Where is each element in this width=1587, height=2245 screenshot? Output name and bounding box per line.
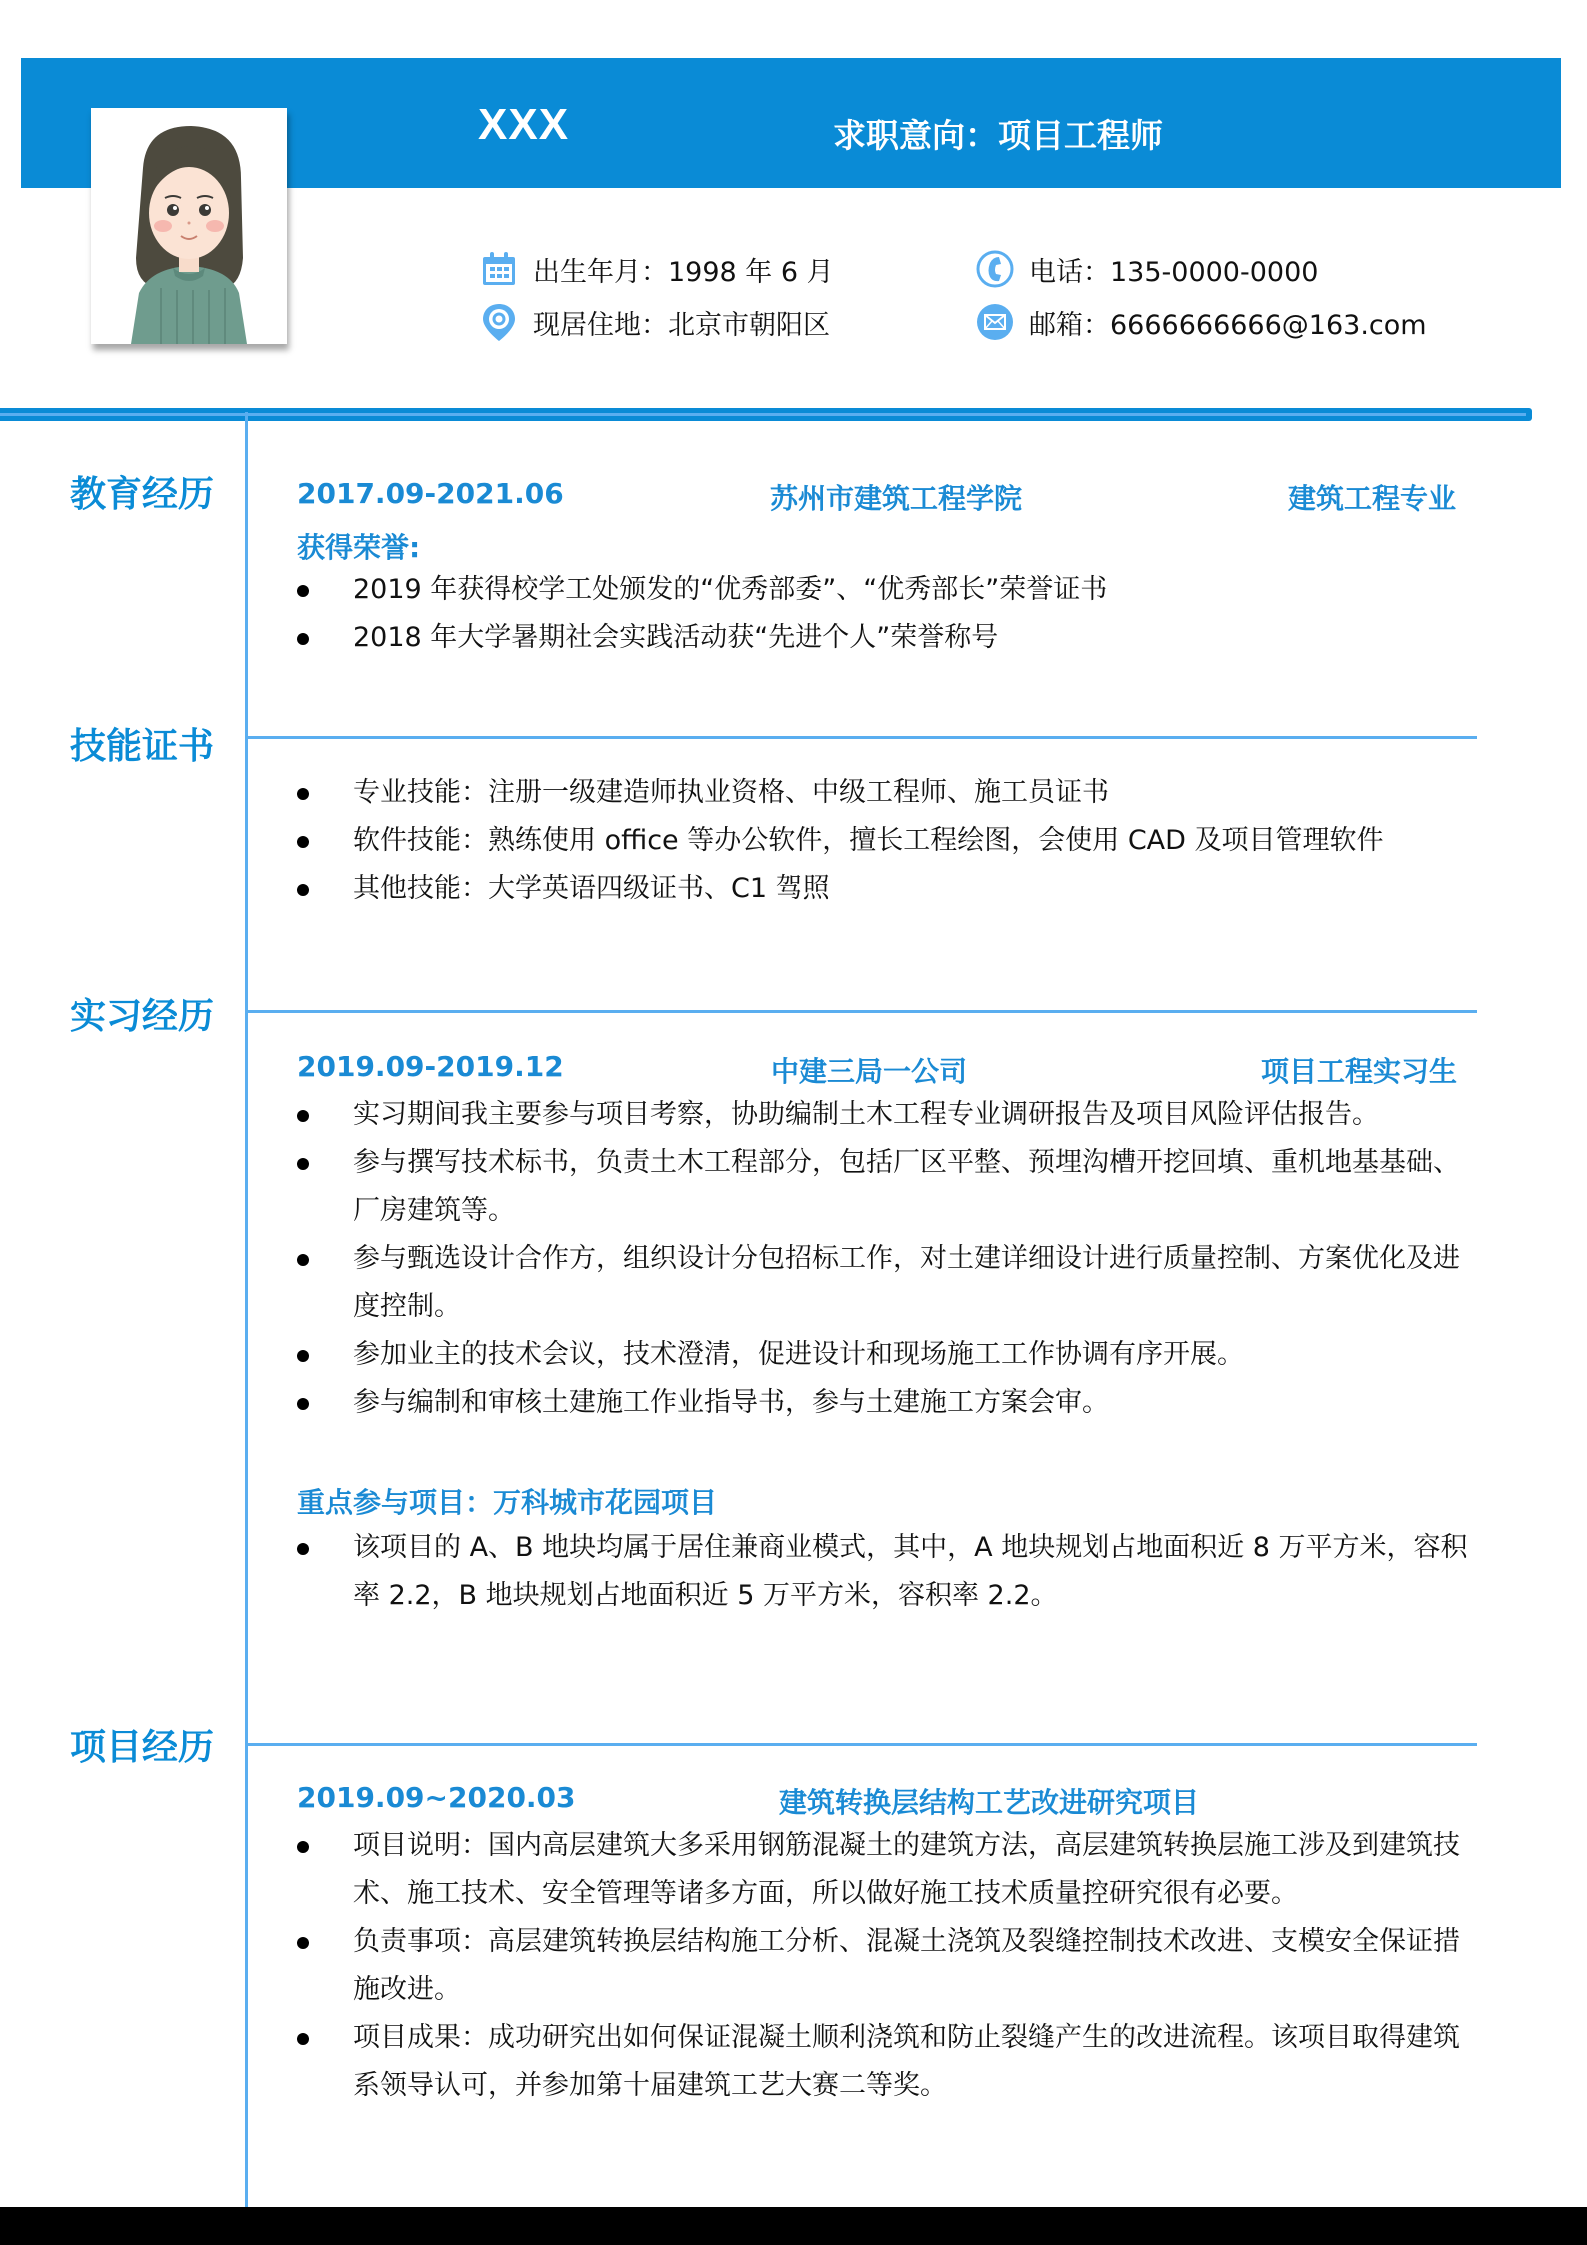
internship-role: 项目工程实习生 (1261, 1055, 1458, 1088)
education-period: 2017.09-2021.06 (297, 477, 564, 510)
list-item: 参与甄选设计合作方，组织设计分包招标工作，对土建详细设计进行质量控制、方案优化及进度控制。 (297, 1235, 1477, 1331)
list-item: 参加业主的技术会议，技术澄清，促进设计和现场施工工作协调有序开展。 (297, 1331, 1477, 1379)
list-item: 参与撰写技术标书，负责土木工程部分，包括厂区平整、预埋沟槽开挖回填、重机地基基础、厂房建筑等。 (297, 1139, 1477, 1235)
list-item: 参与编制和审核土建施工作业指导书，参与土建施工方案会审。 (297, 1379, 1477, 1427)
bullet-icon (297, 1110, 309, 1122)
project-period: 2019.09~2020.03 (297, 1781, 576, 1814)
education-major: 建筑工程专业 (1288, 482, 1457, 515)
list-item: 项目说明：国内高层建筑大多采用钢筋混凝土的建筑方法，高层建筑转换层施工涉及到建筑技术、施工技术、安全管理等诸多方面，所以做好施工技术质量控研究很有必要。 (297, 1822, 1477, 1918)
contact-birth (479, 249, 834, 289)
bullet-icon (297, 1254, 309, 1266)
list-item: 软件技能：熟练使用 office 等办公软件，擅长工程绘图，会使用 CAD 及项目管理软件 (297, 817, 1477, 865)
bullet-icon (297, 1350, 309, 1362)
education-school: 苏州市建筑工程学院 (770, 482, 1023, 515)
list-item: 该项目的 A、B 地块均属于居住兼商业模式，其中，A 地块规划占地面积近 8 万平方米，容积率 2.2，B 地块规划占地面积近 5 万平方米，容积率 2.2。 (297, 1524, 1477, 1620)
bullet-icon (297, 1543, 309, 1555)
location-pin-icon (479, 302, 519, 342)
section-divider-projects (247, 1743, 1477, 1746)
list-item: 2019 年获得校学工处颁发的“优秀部委”、“优秀部长”荣誉证书 (297, 566, 1477, 614)
section-title-skills: 技能证书 (70, 726, 215, 767)
bullet-icon (297, 788, 309, 800)
contact-email (975, 302, 1427, 342)
section-divider-internship (247, 1010, 1477, 1013)
list-item: 专业技能：注册一级建造师执业资格、中级工程师、施工员证书 (297, 769, 1477, 817)
bullet-icon (297, 633, 309, 645)
list-item: 其他技能：大学英语四级证书、C1 驾照 (297, 865, 1477, 913)
internship-company: 中建三局一公司 (771, 1055, 968, 1088)
avatar (91, 108, 287, 344)
contact-phone (975, 249, 1318, 289)
phone-number[interactable]: 电话：135-0000-0000 (1029, 256, 1319, 288)
bullet-icon (297, 585, 309, 597)
key-project-label: 重点参与项目：万科城市花园项目 (297, 1486, 718, 1519)
header-divider-highlight (0, 413, 1526, 416)
contact-address (479, 302, 830, 342)
birth-date: 出生年月：1998 年 6 月 (533, 256, 834, 288)
bullet-icon (297, 1841, 309, 1853)
bullet-icon (297, 1937, 309, 1949)
list-item: 实习期间我主要参与项目考察，协助编制土木工程专业调研报告及项目风险评估报告。 (297, 1091, 1477, 1139)
internship-duties-list (297, 1091, 1477, 1427)
section-title-internship: 实习经历 (70, 996, 215, 1037)
calendar-icon (479, 249, 519, 289)
job-intent: 求职意向：项目工程师 (833, 116, 1163, 155)
email-address[interactable]: 邮箱：6666666666@163.com (1029, 309, 1427, 341)
list-item: 负责事项：高层建筑转换层结构施工分析、混凝土浇筑及裂缝控制技术改进、支模安全保证措施改进。 (297, 1918, 1477, 2014)
project-name: 建筑转换层结构工艺改进研究项目 (779, 1786, 1200, 1819)
list-item: 2018 年大学暑期社会实践活动获“先进个人”荣誉称号 (297, 614, 1477, 662)
section-title-projects: 项目经历 (70, 1727, 215, 1768)
bullet-icon (297, 1158, 309, 1170)
key-project-list (297, 1524, 1477, 1620)
honors-label: 获得荣誉: (297, 531, 421, 564)
timeline-vertical-line (245, 412, 248, 2207)
list-item: 项目成果：成功研究出如何保证混凝土顺利浇筑和防止裂缝产生的改进流程。该项目取得建筑系领导认可，并参加第十届建筑工艺大赛二等奖。 (297, 2014, 1477, 2110)
project-details-list (297, 1822, 1477, 2110)
section-divider-skills (247, 736, 1477, 739)
page-bottom-edge (0, 2207, 1587, 2245)
mail-icon (975, 302, 1015, 342)
honors-list (297, 566, 1477, 662)
bullet-icon (297, 2033, 309, 2045)
bullet-icon (297, 1398, 309, 1410)
internship-period: 2019.09-2019.12 (297, 1050, 564, 1083)
candidate-name: XXX (478, 100, 570, 149)
skills-list (297, 769, 1477, 913)
bullet-icon (297, 884, 309, 896)
section-title-education: 教育经历 (70, 474, 215, 515)
current-address: 现居住地：北京市朝阳区 (533, 309, 830, 341)
bullet-icon (297, 836, 309, 848)
phone-icon (975, 249, 1015, 289)
avatar-illustration-icon (91, 108, 287, 344)
